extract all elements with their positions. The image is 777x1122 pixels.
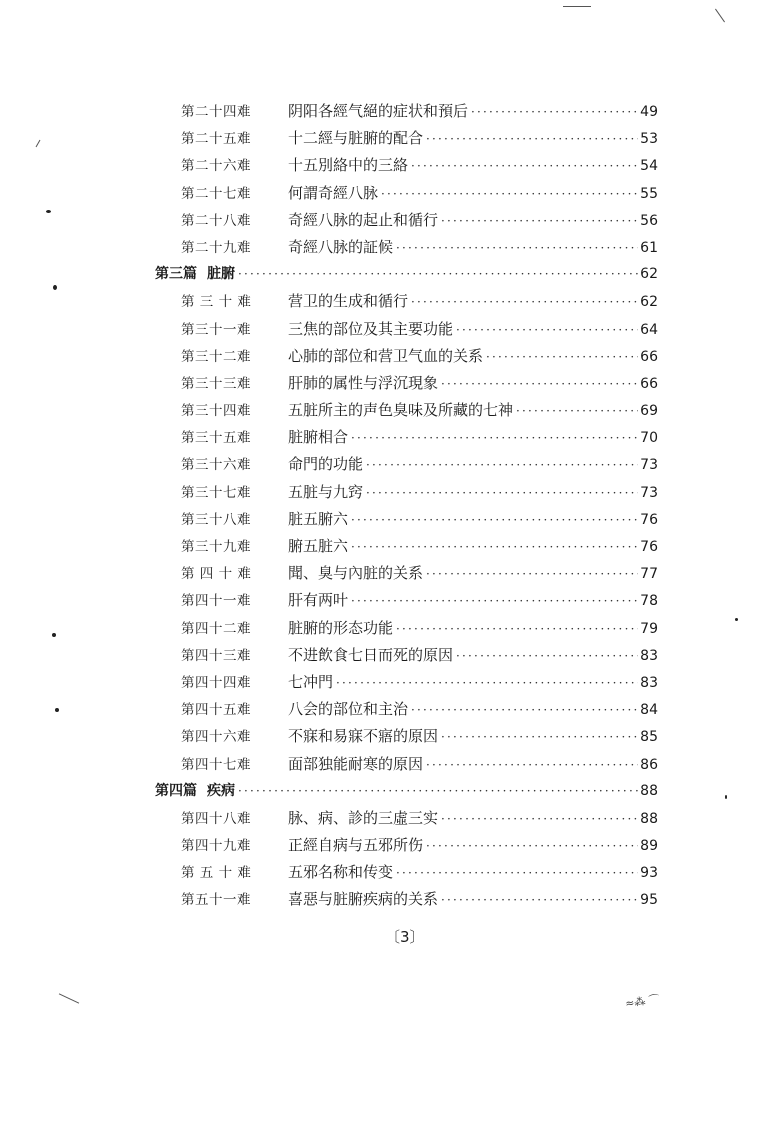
toc-entry-page: 54 [640,158,658,175]
toc-entry [155,288,658,315]
toc-entry-title: 脏腑 [207,266,235,283]
scan-speck [55,708,59,712]
toc-entry-title: 五脏所主的声色臭味及所藏的七神 [288,401,514,420]
scribble-mark: ≈⁂ ⌒ [624,992,661,1011]
toc-entry-number: 第 三 十 难 [181,294,252,311]
scan-speck [725,795,727,799]
toc-entry-number: 第三十二难 [181,348,251,365]
toc-entry [155,506,658,533]
toc-entry [155,207,658,234]
dot-leader [441,887,638,914]
dot-leader [426,752,638,779]
toc-entry-number: 第三十三难 [181,375,251,392]
toc-entry-page: 77 [640,566,658,583]
dot-leader [426,561,638,588]
toc-entry [155,316,658,343]
toc-entry-title: 肝肺的属性与浮沉現象 [288,373,439,392]
dot-leader [351,425,638,452]
toc-entry-number: 第二十五难 [181,131,251,148]
dot-leader [238,261,638,288]
toc-entry [155,832,658,859]
toc-entry-number: 第三十一难 [181,321,251,338]
toc-entry-page: 62 [640,294,658,311]
toc-entry-title: 奇經八脉的起止和循行 [288,210,439,229]
toc-entry-page: 64 [640,321,658,338]
dot-leader [471,99,638,126]
toc-entry-title: 十二經与脏腑的配合 [288,129,424,148]
dot-leader [336,670,638,697]
dot-leader [351,588,638,615]
scan-speck [735,618,738,621]
dot-leader [441,724,638,751]
toc-entry [155,642,658,669]
toc-entry-number: 第四十四难 [181,674,251,691]
toc-entry-title: 喜惡与脏腑疾病的关系 [288,890,439,909]
toc-entry-number: 第二十七难 [181,185,251,202]
toc-entry-page: 66 [640,348,658,365]
toc-entry [155,125,658,152]
toc-entry [155,424,658,451]
toc-entry-number: 第二十八难 [181,212,251,229]
toc-entry [155,152,658,179]
toc-entry [155,451,658,478]
toc-entry-number: 第二十四难 [181,104,251,120]
toc-entry-page: 76 [640,511,658,528]
toc-entry-title: 疾病 [207,782,235,799]
toc-entry-page: 76 [640,539,658,555]
scan-mark [59,993,79,1003]
toc-entry-page: 69 [640,403,658,420]
toc-entry [155,533,658,560]
toc-entry-title: 七冲門 [288,672,334,691]
toc-entry-title: 营卫的生成和循行 [288,292,409,311]
toc-entry-title: 八会的部位和主治 [288,700,409,719]
toc-entry-page: 86 [640,756,658,773]
toc-entry-page: 55 [640,185,658,202]
dot-leader [238,778,638,805]
dot-leader [381,181,638,208]
dot-leader [366,480,638,507]
toc-entry-title: 正經自病与五邪所伤 [288,836,424,855]
toc-entry-page: 88 [640,810,658,827]
toc-entry-page: 70 [640,430,658,447]
toc-entry-number: 第 四 十 难 [181,566,252,583]
toc-entry-page: 62 [640,266,658,283]
toc-entry [155,98,658,125]
toc-entry-page: 79 [640,620,658,637]
toc-entry-number: 第四十五难 [181,702,251,719]
toc-entry [155,560,658,587]
toc-entry [155,180,658,207]
toc-entry [155,886,658,913]
scan-speck [53,285,57,290]
toc-entry-number: 第四十九难 [181,838,251,855]
toc-entry-title: 何謂奇經八脉 [288,183,379,202]
toc-entry-title: 面部独能耐寒的原因 [288,754,424,773]
toc-entry-title: 脏腑的形态功能 [288,618,394,637]
toc-entry-number: 第二十九难 [181,239,251,256]
toc-entry-page: 53 [640,131,658,148]
toc-entry-title: 聞、臭与內脏的关系 [288,564,424,583]
toc-entry-title: 腑五脏六 [288,537,349,555]
toc-entry-page: 85 [640,729,658,746]
toc-entry-title: 脉、病、診的三虛三实 [288,808,439,827]
toc-entry-title: 三焦的部位及其主要功能 [288,319,454,338]
toc-entry-title: 不寐和易寐不寤的原因 [288,727,439,746]
dot-leader [411,289,638,316]
toc-entry [155,805,658,832]
dot-leader [396,860,638,887]
toc-entry-title: 命門的功能 [288,455,364,474]
table-of-contents [155,98,658,914]
dot-leader [456,317,638,344]
toc-entry-number: 第三十六难 [181,457,251,474]
toc-entry-page: 56 [640,212,658,229]
scan-mark [563,6,591,7]
page-number: 〔3〕 [385,928,425,946]
dot-leader [426,126,638,153]
toc-entry-page: 83 [640,674,658,691]
toc-entry-title: 脏五腑六 [288,509,349,528]
scan-speck [52,633,56,637]
toc-entry-page: 49 [640,104,658,120]
toc-entry [155,343,658,370]
dot-leader [396,616,638,643]
toc-entry [155,397,658,424]
dot-leader [411,153,638,180]
dot-leader [441,371,638,398]
scan-mark [36,140,41,147]
dot-leader [441,208,638,235]
toc-entry-title: 十五別絡中的三絡 [288,156,409,175]
scan-mark [715,9,725,23]
toc-part-heading [155,261,658,288]
toc-entry-title: 脏腑相合 [288,428,349,447]
toc-entry-number: 第三十九难 [181,539,251,555]
toc-entry-title: 阴阳各經气絕的症状和預后 [288,102,469,120]
toc-entry-number: 第四篇 [155,782,197,799]
toc-entry [155,234,658,261]
toc-entry-page: 66 [640,375,658,392]
toc-entry-title: 肝有两叶 [288,591,349,610]
toc-entry-page: 93 [640,865,658,882]
scan-speck [46,210,51,213]
toc-entry-title: 不进飲食七日而死的原因 [288,645,454,664]
toc-entry [155,723,658,750]
dot-leader [351,507,638,534]
toc-entry [155,587,658,614]
dot-leader [441,806,638,833]
toc-entry-number: 第五十一难 [181,892,251,909]
toc-entry-number: 第四十一难 [181,593,251,610]
toc-entry-title: 五脏与九窍 [288,482,364,501]
toc-entry-number: 第三十七难 [181,484,251,501]
toc-entry [155,370,658,397]
toc-entry-page: 95 [640,892,658,909]
toc-entry-number: 第二十六难 [181,158,251,175]
toc-entry-page: 78 [640,593,658,610]
dot-leader [456,643,638,670]
toc-entry-page: 89 [640,838,658,855]
toc-entry-page: 73 [640,484,658,501]
dot-leader [426,833,638,860]
toc-entry-page: 73 [640,457,658,474]
toc-entry-page: 83 [640,647,658,664]
toc-entry-title: 奇經八脉的証候 [288,237,394,256]
toc-entry [155,615,658,642]
toc-entry-page: 61 [640,239,658,256]
toc-entry-title: 心肺的部位和营卫气血的关系 [288,346,484,365]
dot-leader [411,697,638,724]
toc-entry-number: 第四十二难 [181,620,251,637]
toc-entry-number: 第三十八难 [181,511,251,528]
toc-entry-number: 第四十三难 [181,647,251,664]
toc-entry-number: 第四十六难 [181,729,251,746]
dot-leader [486,344,638,371]
toc-entry [155,669,658,696]
toc-entry-title: 五邪名称和传变 [288,863,394,882]
dot-leader [396,235,638,262]
toc-entry [155,859,658,886]
dot-leader [351,534,638,561]
toc-entry-page: 88 [640,782,658,799]
toc-entry [155,479,658,506]
toc-entry-page: 84 [640,702,658,719]
toc-entry-number: 第四十七难 [181,756,251,773]
toc-entry [155,696,658,723]
toc-part-heading [155,778,658,805]
toc-entry-number: 第三十五难 [181,430,251,447]
toc-entry-number: 第三十四难 [181,403,251,420]
dot-leader [366,452,638,479]
dot-leader [516,398,638,425]
toc-entry-number: 第四十八难 [181,810,251,827]
toc-entry-number: 第三篇 [155,266,197,283]
toc-entry [155,751,658,778]
toc-entry-number: 第 五 十 难 [181,865,252,882]
